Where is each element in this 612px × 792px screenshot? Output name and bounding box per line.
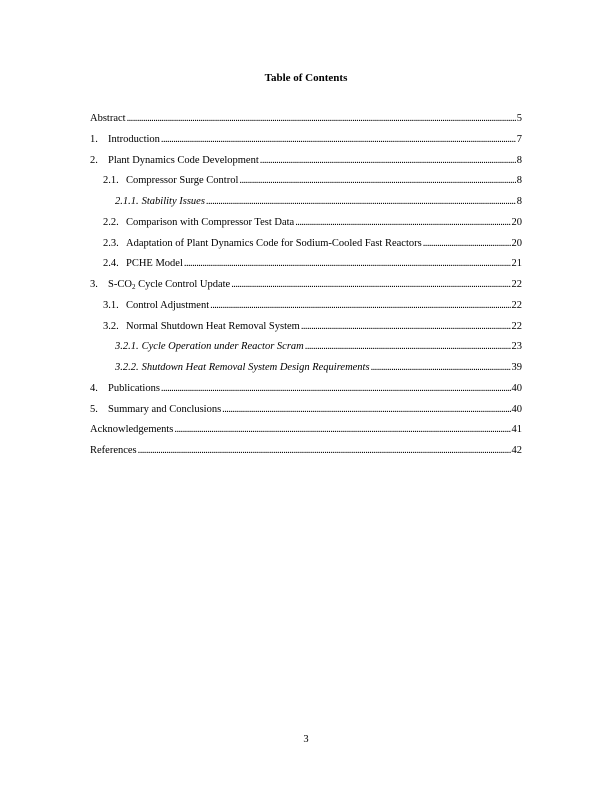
- toc-entry-publications[interactable]: [90, 383, 522, 404]
- leader-dots: [161, 134, 516, 145]
- toc-entry-pche-model[interactable]: [90, 258, 522, 279]
- page-ref: 40: [511, 403, 522, 415]
- toc-entry-introduction[interactable]: [90, 134, 522, 155]
- page-ref: 41: [511, 424, 522, 436]
- entry-number: 2.1.1.: [115, 196, 139, 207]
- leader-dots: [260, 155, 516, 166]
- leader-dots: [222, 404, 510, 415]
- entry-title-subscript: 2: [131, 283, 136, 291]
- entry-title: References: [90, 445, 137, 456]
- entry-title: PCHE Model: [126, 258, 183, 270]
- entry-title: Cycle Operation under Reactor Scram: [141, 341, 304, 353]
- page-ref: 21: [511, 258, 522, 270]
- leader-dots: [371, 362, 511, 373]
- leader-dots: [184, 258, 511, 269]
- leader-dots: [305, 341, 511, 352]
- entry-number: 2.3.: [103, 237, 119, 249]
- page-title: Table of Contents: [264, 72, 348, 84]
- entry-title: Summary and Conclusions: [108, 403, 222, 415]
- page-ref: 8: [516, 154, 522, 166]
- entry-title: Control Adjustment: [126, 299, 210, 311]
- leader-dots: [138, 445, 511, 456]
- leader-dots: [210, 300, 510, 311]
- page-ref: 23: [511, 341, 522, 353]
- page-ref: 22: [511, 299, 522, 311]
- entry-title: Adaptation of Plant Dynamics Code for Sodium-Cooled Fast Reactors: [126, 237, 422, 249]
- page-ref: 22: [511, 279, 522, 290]
- toc-entry-acknowledgements[interactable]: [90, 424, 522, 445]
- entry-title: [108, 279, 230, 290]
- entry-number: 3.2.1.: [115, 341, 139, 353]
- entry-number: 2.2.: [103, 216, 119, 228]
- toc-entry-reactor-scram[interactable]: [90, 341, 522, 362]
- page-ref: 20: [511, 216, 522, 228]
- page-ref: 40: [511, 382, 522, 394]
- page-ref: 42: [511, 445, 522, 456]
- page-number: 3: [303, 734, 309, 745]
- toc-entry-design-requirements[interactable]: [90, 362, 522, 383]
- page-ref: 5: [516, 113, 522, 124]
- toc-entry-control-adjustment[interactable]: [90, 300, 522, 321]
- entry-number: 2.4.: [103, 258, 119, 270]
- leader-dots: [423, 238, 511, 249]
- entry-number: 2.: [90, 154, 98, 166]
- table-of-contents: [90, 113, 522, 466]
- entry-title: Introduction: [108, 133, 160, 145]
- leader-dots: [161, 383, 511, 394]
- toc-entry-summary[interactable]: [90, 404, 522, 425]
- leader-dots: [301, 321, 511, 332]
- page-ref: 7: [516, 133, 522, 145]
- toc-entry-cycle-control[interactable]: [90, 279, 522, 300]
- entry-number: 3.1.: [103, 299, 119, 311]
- entry-title: Comparison with Compressor Test Data: [126, 216, 295, 228]
- entry-title: Normal Shutdown Heat Removal System: [126, 320, 300, 332]
- toc-entry-test-data[interactable]: [90, 217, 522, 238]
- page-ref: 22: [511, 320, 522, 332]
- page-ref: 20: [511, 237, 522, 249]
- entry-number: 4.: [90, 382, 98, 394]
- leader-dots: [231, 279, 510, 290]
- leader-dots: [127, 113, 516, 124]
- toc-entry-sfr-adaptation[interactable]: [90, 238, 522, 259]
- entry-number: 1.: [90, 133, 98, 145]
- toc-entry-plant-dynamics[interactable]: [90, 155, 522, 176]
- entry-number: 3.2.2.: [115, 362, 139, 373]
- page-ref: 39: [511, 362, 522, 373]
- entry-number: 5.: [90, 403, 98, 415]
- toc-entry-shutdown-heat-removal[interactable]: [90, 321, 522, 342]
- entry-title: Plant Dynamics Code Development: [108, 154, 259, 166]
- entry-title: Abstract: [90, 113, 126, 124]
- entry-title: Compressor Surge Control: [126, 175, 239, 187]
- toc-entry-stability-issues[interactable]: [90, 196, 522, 217]
- toc-entry-surge-control[interactable]: [90, 175, 522, 196]
- leader-dots: [174, 424, 510, 435]
- page-ref: 8: [516, 175, 522, 187]
- entry-title: Shutdown Heat Removal System Design Requirements: [141, 362, 370, 373]
- entry-number: 3.: [90, 279, 98, 290]
- entry-title: Publications: [108, 382, 160, 394]
- entry-title: Acknowledgements: [90, 424, 174, 436]
- leader-dots: [239, 175, 515, 186]
- toc-entry-references[interactable]: [90, 445, 522, 466]
- entry-number: 2.1.: [103, 175, 119, 187]
- leader-dots: [206, 196, 516, 207]
- entry-title: Stability Issues: [141, 196, 205, 207]
- entry-title-suffix: Cycle Control Update: [135, 279, 231, 290]
- toc-entry-abstract[interactable]: [90, 113, 522, 134]
- entry-title-prefix: S-CO: [108, 279, 132, 290]
- entry-number: 3.2.: [103, 320, 119, 332]
- leader-dots: [295, 217, 510, 228]
- page-ref: 8: [516, 196, 522, 207]
